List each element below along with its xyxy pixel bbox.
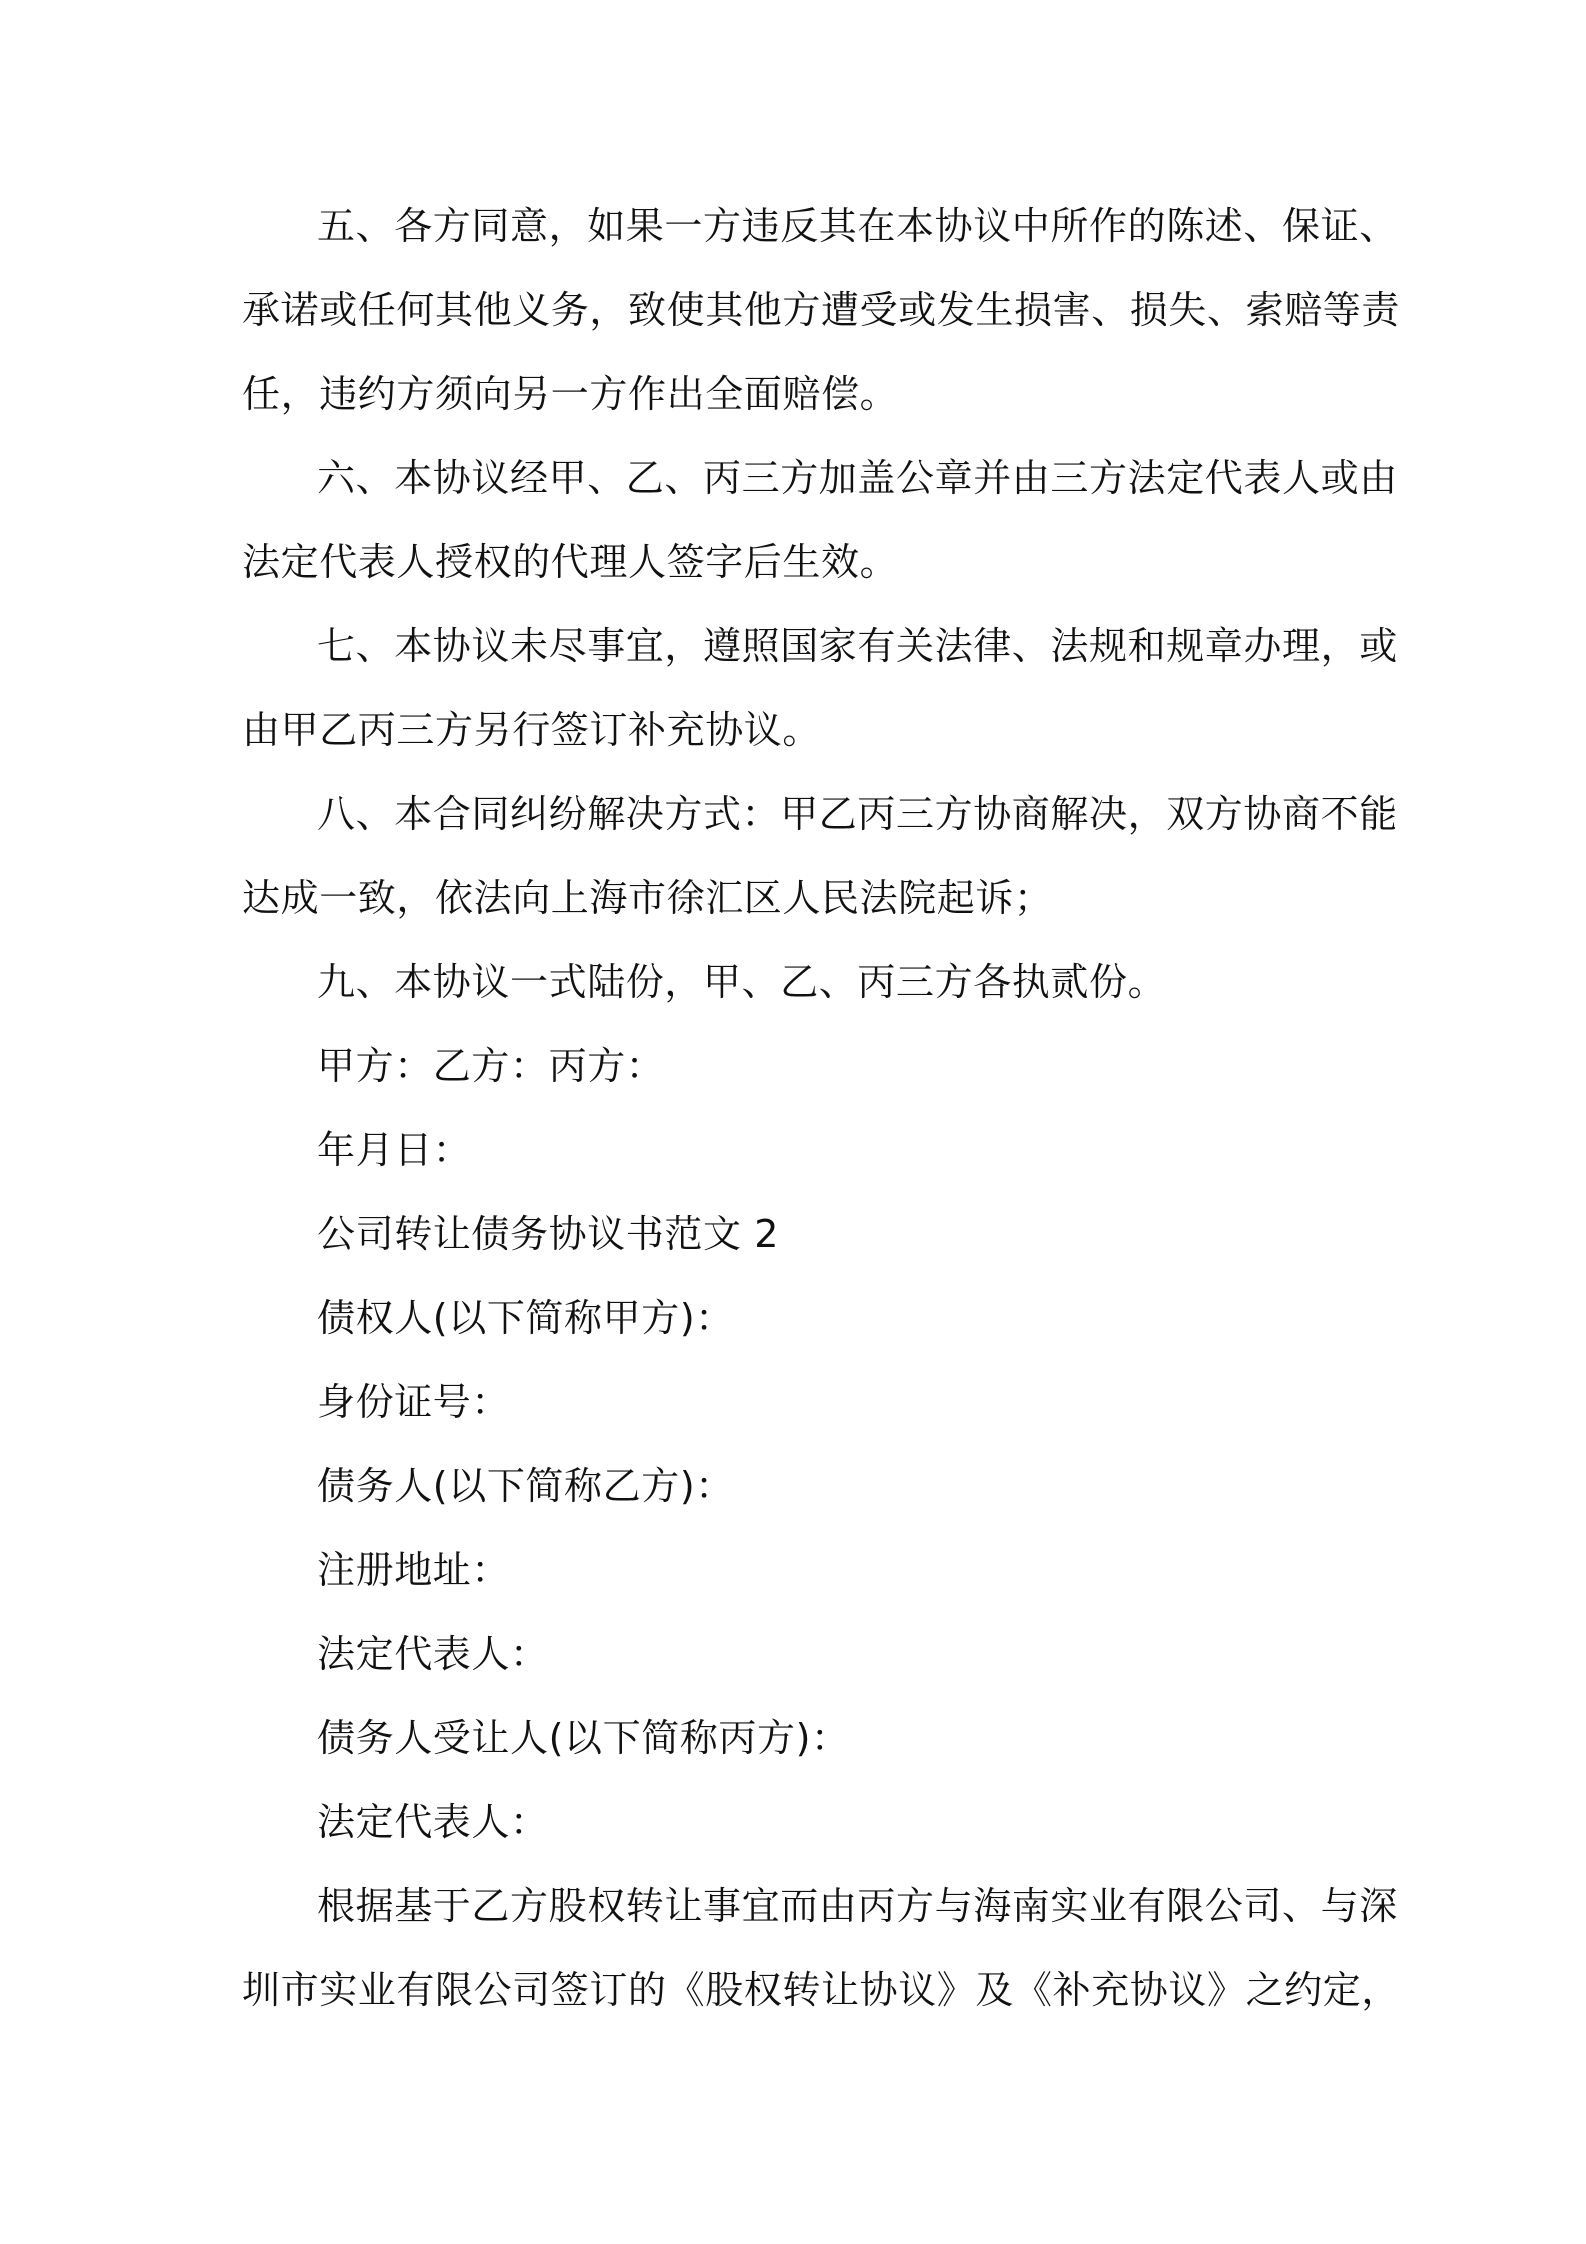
clause-7-line-1: 七、本协议未尽事宜，遵照国家有关法律、法规和规章办理，或 bbox=[317, 624, 1398, 668]
parties-signature-line: 甲方：乙方：丙方： bbox=[317, 1044, 665, 1088]
preamble-line-1: 根据基于乙方股权转让事宜而由丙方与海南实业有限公司、与深 bbox=[317, 1884, 1398, 1928]
clause-5-line-1: 五、各方同意，如果一方违反其在本协议中所作的陈述、保证、 bbox=[317, 204, 1398, 248]
creditor-line: 债权人(以下简称甲方)： bbox=[317, 1296, 734, 1340]
clause-5-line-3: 任，违约方须向另一方作出全面赔偿。 bbox=[242, 372, 899, 416]
legal-rep-line-1: 法定代表人： bbox=[317, 1632, 549, 1676]
date-line: 年月日： bbox=[317, 1128, 472, 1172]
clause-8-line-1: 八、本合同纠纷解决方式：甲乙丙三方协商解决，双方协商不能 bbox=[317, 792, 1398, 836]
clause-5-line-2: 承诺或任何其他义务，致使其他方遭受或发生损害、损失、索赔等责 bbox=[242, 288, 1401, 332]
id-number-line: 身份证号： bbox=[317, 1380, 511, 1424]
section-title: 公司转让债务协议书范文 2 bbox=[317, 1212, 780, 1256]
clause-6-line-1: 六、本协议经甲、乙、丙三方加盖公章并由三方法定代表人或由 bbox=[317, 456, 1398, 500]
clause-7-line-2: 由甲乙丙三方另行签订补充协议。 bbox=[242, 708, 822, 752]
legal-rep-line-2: 法定代表人： bbox=[317, 1800, 549, 1844]
debt-transferee-line: 债务人受让人(以下简称丙方)： bbox=[317, 1716, 850, 1760]
registered-address-line: 注册地址： bbox=[317, 1548, 511, 1592]
clause-8-line-2: 达成一致，依法向上海市徐汇区人民法院起诉； bbox=[242, 876, 1053, 920]
preamble-line-2: 圳市实业有限公司签订的《股权转让协议》及《补充协议》之约定， bbox=[242, 1968, 1401, 2012]
debtor-line: 债务人(以下简称乙方)： bbox=[317, 1464, 734, 1508]
clause-6-line-2: 法定代表人授权的代理人签字后生效。 bbox=[242, 540, 899, 584]
clause-9-line-1: 九、本协议一式陆份，甲、乙、丙三方各执贰份。 bbox=[317, 960, 1167, 1004]
